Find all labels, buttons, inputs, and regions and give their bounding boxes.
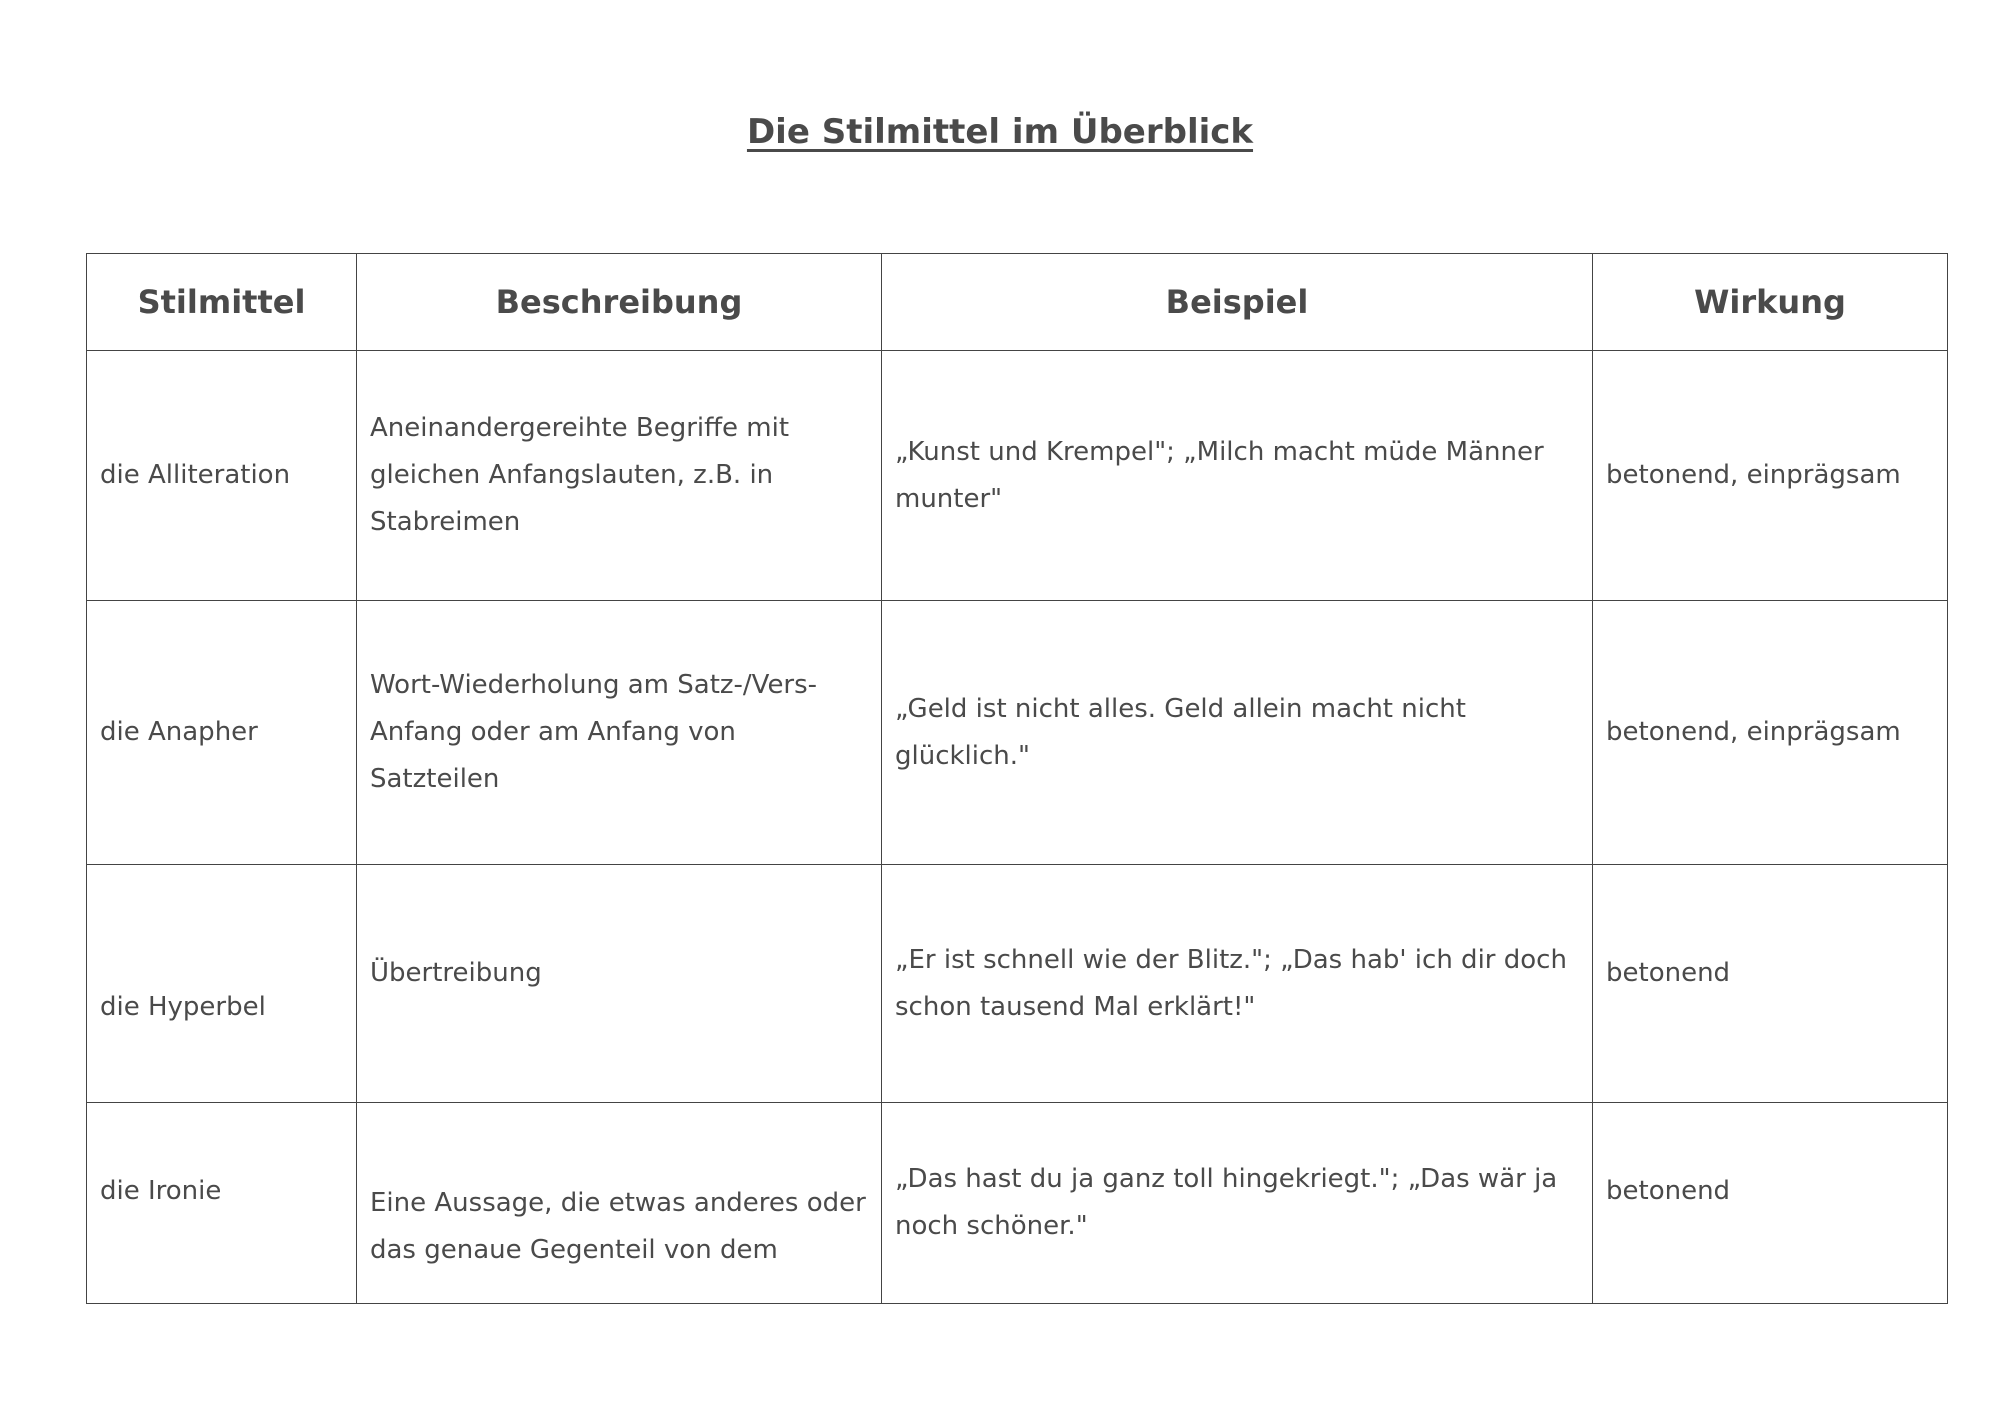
cell-beispiel — [882, 351, 1593, 601]
stilmittel-table — [86, 253, 1948, 1304]
table-row — [87, 1103, 1948, 1304]
stilmittel-text: die Alliteration — [100, 460, 291, 490]
cell-beispiel — [882, 865, 1593, 1103]
page-title: Die Stilmittel im Überblick — [746, 112, 1254, 152]
beschreibung-text: Übertreibung — [370, 958, 542, 988]
wirkung-text: betonend, einprägsam — [1606, 460, 1901, 490]
cell-beispiel — [882, 1103, 1593, 1304]
beispiel-text: „Das hast du ja ganz toll hingekriegt."; „Das wär ja noch schöner." — [895, 1164, 1558, 1241]
cell-beschreibung — [357, 351, 882, 601]
beispiel-text: „Geld ist nicht alles. Geld allein macht nicht glücklich." — [895, 693, 1466, 771]
stilmittel-text: die Anapher — [100, 717, 258, 747]
header-beschreibung: Beschreibung — [357, 254, 882, 351]
wirkung-text: betonend — [1606, 1175, 1731, 1206]
cell-stilmittel — [87, 865, 357, 1103]
table-row — [87, 601, 1948, 865]
beschreibung-text: Eine Aussage, die etwas anderes oder das genaue Gegenteil von dem — [370, 1188, 866, 1265]
cell-stilmittel — [87, 351, 357, 601]
beschreibung-text: Wort-Wiederholung am Satz-/Vers-Anfang oder am Anfang von Satzteilen — [370, 670, 818, 794]
table-row — [87, 865, 1948, 1103]
cell-beschreibung — [357, 601, 882, 865]
wirkung-text: betonend — [1606, 958, 1731, 988]
cell-stilmittel — [87, 601, 357, 865]
cell-wirkung — [1593, 1103, 1948, 1304]
header-beispiel: Beispiel — [882, 254, 1593, 351]
wirkung-text: betonend, einprägsam — [1606, 717, 1901, 747]
header-wirkung: Wirkung — [1593, 254, 1948, 351]
cell-stilmittel — [87, 1103, 357, 1304]
stilmittel-text: die Ironie — [100, 1175, 222, 1206]
header-stilmittel: Stilmittel — [87, 254, 357, 351]
table-row — [87, 351, 1948, 601]
cell-wirkung — [1593, 601, 1948, 865]
cell-beschreibung — [357, 1103, 882, 1304]
cell-wirkung — [1593, 865, 1948, 1103]
cell-beispiel — [882, 601, 1593, 865]
cell-beschreibung — [357, 865, 882, 1103]
table-header-row — [87, 254, 1948, 351]
beispiel-text: „Kunst und Krempel"; „Milch macht müde Männer munter" — [895, 436, 1544, 514]
beschreibung-text: Aneinandergereihte Begriffe mit gleichen Anfangslauten, z.B. in Stabreimen — [370, 413, 790, 537]
stilmittel-text: die Hyperbel — [100, 992, 266, 1022]
cell-wirkung — [1593, 351, 1948, 601]
beispiel-text: „Er ist schnell wie der Blitz."; „Das hab' ich dir doch schon tausend Mal erklärt!" — [895, 944, 1567, 1022]
